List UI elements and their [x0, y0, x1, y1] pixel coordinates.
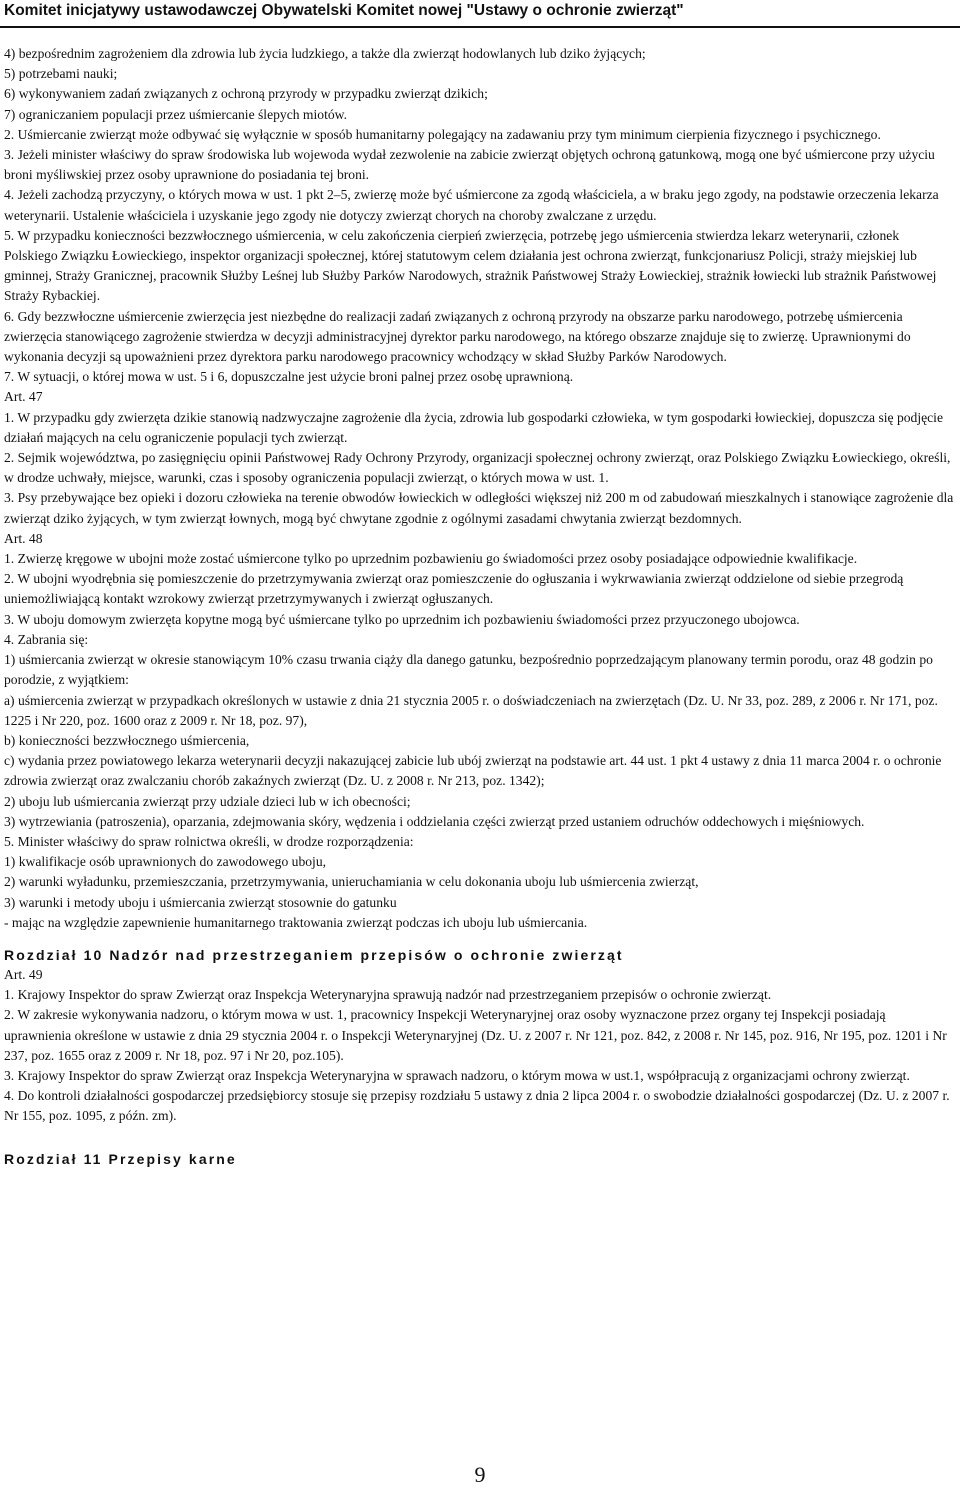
paragraph: 1. W przypadku gdy zwierzęta dzikie stanowią nadzwyczajne zagrożenie dla życia, zdrowia lub gospodarki człowieka, w tym gospodarki łowieckiej, dopuszcza się podjęcie działań mających na celu ograniczenie populacji tych zwierząt.	[4, 409, 943, 445]
paragraph: 6) wykonywaniem zadań związanych z ochroną przyrody w przypadku zwierząt dzikich;	[4, 86, 488, 102]
paragraph: c) wydania przez powiatowego lekarza weterynarii decyzji nakazującej zabicie lub ubój zwierząt na podstawie art. 44 ust. 1 pkt 4 ustawy z dnia 11 marca 2004 r. o ochronie zdrowia zwierząt oraz zwalczaniu chorób zakaźnych zwierząt (Dz. U. z 2008 r. Nr 213, poz. 1342);	[4, 753, 942, 789]
paragraph: 1) uśmiercania zwierząt w okresie stanowiącym 10% czasu trwania ciąży dla danego gatunku, bezpośrednio poprzedzającym planowany termin porodu, oraz 48 godzin po porodzie, z wyjątkiem:	[4, 652, 933, 688]
paragraph: 2. Uśmiercanie zwierząt może odbywać się wyłącznie w sposób humanitarny polegający na zadawaniu przy tym minimum cierpienia fizycznego i psychicznego.	[4, 126, 881, 142]
paragraph: a) uśmiercenia zwierząt w przypadkach określonych w ustawie z dnia 21 stycznia 2005 r. o doświadczeniach na zwierzętach (Dz. U. Nr 33, poz. 289, z 2006 r. Nr 171, poz. 1225 i Nr 220, poz. 1600 oraz z 2009 r. Nr 18, poz. 97),	[4, 692, 938, 728]
chapter-10-heading: Rozdział 10 Nadzór nad przestrzeganiem przepisów o ochronie zwierząt	[4, 946, 624, 963]
paragraph: 5. W przypadku konieczności bezzwłocznego uśmiercenia, w celu zakończenia cierpień zwierzęcia, potrzebę jego uśmiercenia stwierdza lekarz weterynarii, członek Polskiego Związku Łowieckiego, inspektor organizacji społecznej, której statutowym celem działania jest ochrona zwierząt, funkcjonariusz Policji, straży miejskiej lub gminnej, Straży Granicznej, pracownik Służby Leśnej lub Służby Parków Narodowych, strażnik Państwowej Straży Łowieckiej, strażnik łowiecki lub strażnik Państwowej Straży Rybackiej.	[4, 227, 937, 304]
paragraph: 5) potrzebami nauki;	[4, 66, 118, 82]
paragraph: 3. W uboju domowym zwierzęta kopytne mogą być uśmiercane tylko po uprzednim ich pozbawieniu świadomości przez przyuczonego ubojowca.	[4, 611, 800, 627]
paragraph-list	[4, 44, 954, 933]
paragraph: 6. Gdy bezzwłoczne uśmiercenie zwierzęcia jest niezbędne do realizacji zadań związanych z ochroną przyrody na obszarze parku narodowego, potrzebę uśmiercenia zwierzęcia stanowiącego zagrożenie stwierdza w decyzji administracyjnej dyrektor parku narodowego, na którego obszarze znajduje się to zwierzę. Uprawnionymi do wykonania decyzji są upoważnieni przez dyrektora parku narodowego pracownicy wchodzący w skład Służby Parków Narodowych.	[4, 308, 911, 365]
paragraph: - mając na względzie zapewnienie humanitarnego traktowania zwierząt podczas ich uboju lub uśmiercania.	[4, 914, 588, 930]
paragraph: 4. Do kontroli działalności gospodarczej przedsiębiorcy stosuje się przepisy rozdziału 5 ustawy z dnia 2 lipca 2004 r. o swobodzie działalności gospodarczej (Dz. U. z 2007 r. Nr 155, poz. 1095, z późn. zm).	[4, 1088, 950, 1124]
paragraph: Art. 49	[4, 966, 43, 982]
paragraph: 2) warunki wyładunku, przemieszczania, przetrzymywania, unieruchamiania w celu dokonania uboju lub uśmiercenia zwierząt,	[4, 874, 699, 890]
document-body	[4, 44, 954, 1169]
paragraph: 5. Minister właściwy do spraw rolnictwa określi, w drodze rozporządzenia:	[4, 833, 414, 849]
paragraph: 1. Zwierzę kręgowe w ubojni może zostać uśmiercone tylko po uprzednim pozbawieniu go świadomości przez osoby posiadające odpowiednie kwalifikacje.	[4, 551, 858, 567]
paragraph: 2) uboju lub uśmiercania zwierząt przy udziale dzieci lub w ich obecności;	[4, 793, 411, 809]
document-header: Komitet inicjatywy ustawodawczej Obywatelski Komitet nowej "Ustawy o ochronie zwierząt"	[4, 2, 684, 19]
paragraph: 7) ograniczaniem populacji przez uśmiercanie ślepych miotów.	[4, 106, 347, 122]
paragraph: 1. Krajowy Inspektor do spraw Zwierząt oraz Inspekcja Weterynaryjna sprawują nadzór nad przestrzeganiem przepisów o ochronie zwierząt.	[4, 987, 772, 1003]
header-rule	[0, 26, 960, 28]
paragraph: 3. Krajowy Inspektor do spraw Zwierząt oraz Inspekcja Weterynaryjna w sprawach nadzoru, o którym mowa w ust.1, współpracują z organizacjami ochrony zwierząt.	[4, 1067, 910, 1083]
paragraph: b) konieczności bezzwłocznego uśmiercenia,	[4, 732, 250, 748]
paragraph: 4) bezpośrednim zagrożeniem dla zdrowia lub życia ludzkiego, a także dla zwierząt hodowlanych lub dziko żyjących;	[4, 46, 646, 61]
paragraph: 4. Zabrania się:	[4, 631, 89, 647]
paragraph: Art. 48	[4, 530, 43, 546]
paragraph: Art. 47	[4, 389, 43, 405]
page-number: 9	[474, 1462, 486, 1487]
paragraph: 1) kwalifikacje osób uprawnionych do zawodowego uboju,	[4, 854, 327, 870]
paragraph-list	[4, 965, 954, 1127]
paragraph: 4. Jeżeli zachodzą przyczyny, o których mowa w ust. 1 pkt 2–5, zwierzę może być uśmiercone za zgodą właściciela, a w braku jego zgody, na podstawie orzeczenia lekarza weterynarii. Ustalenie właściciela i uzyskanie jego zgody nie dotyczy zwierząt chorych na choroby zwalczane z urzędu.	[4, 187, 939, 223]
paragraph: 3) warunki i metody uboju i uśmiercania zwierząt stosownie do gatunku	[4, 894, 397, 910]
chapter-11-heading: Rozdział 11 Przepisy karne	[4, 1150, 237, 1167]
paragraph: 3) wytrzewiania (patroszenia), oparzania, zdejmowania skóry, wędzenia i oddzielania części zwierząt przed ustaniem odruchów oddechowych i mięśniowych.	[4, 813, 865, 829]
paragraph: 3. Jeżeli minister właściwy do spraw środowiska lub wojewoda wydał zezwolenie na zabicie zwierząt objętych ochroną gatunkową, mogą one być uśmiercone przy użyciu broni myśliwskiej przez osoby uprawnione do posiadania tej broni.	[4, 147, 935, 183]
paragraph: 2. W ubojni wyodrębnia się pomieszczenie do przetrzymywania zwierząt oraz pomieszczenie do ogłuszania i wykrwawiania zwierząt oddzielone od siebie przegrodą uniemożliwiającą kontakt wzrokowy zwierząt przetrzymywanych i zwierząt ogłuszanych.	[4, 571, 904, 607]
paragraph: 7. W sytuacji, o której mowa w ust. 5 i 6, dopuszczalne jest użycie broni palnej przez osobę uprawnioną.	[4, 369, 574, 385]
paragraph: 2. W zakresie wykonywania nadzoru, o którym mowa w ust. 1, pracownicy Inspekcji Weterynaryjnej oraz osoby wyznaczone przez organy tej Inspekcji posiadają uprawnienia określone w ustawie z dnia 29 stycznia 2004 r. o Inspekcji Weterynaryjnej (Dz. U. z 2007 r. Nr 121, poz. 842, z 2008 r. Nr 145, poz. 916, Nr 195, poz. 1201 i Nr 237, poz. 1655 oraz z 2009 r. Nr 18, poz. 97 i Nr 20, poz.105).	[4, 1007, 947, 1063]
paragraph: 3. Psy przebywające bez opieki i dozoru człowieka na terenie obwodów łowieckich w odległości większej niż 200 m od zabudowań mieszkalnych i stanowiące zagrożenie dla zwierząt dziko żyjących, w tym zwierząt łownych, mogą być chwytane zgodnie z ogólnymi zasadami chwytania zwierząt bezdomnych.	[4, 490, 954, 526]
paragraph: 2. Sejmik województwa, po zasięgnięciu opinii Państwowej Rady Ochrony Przyrody, organizacji społecznej ochrony zwierząt, oraz Polskiego Związku Łowieckiego, określi, w drodze uchwały, miejsce, warunki, czas i sposoby ograniczenia populacji zwierząt, o których mowa w ust. 1.	[4, 450, 951, 486]
